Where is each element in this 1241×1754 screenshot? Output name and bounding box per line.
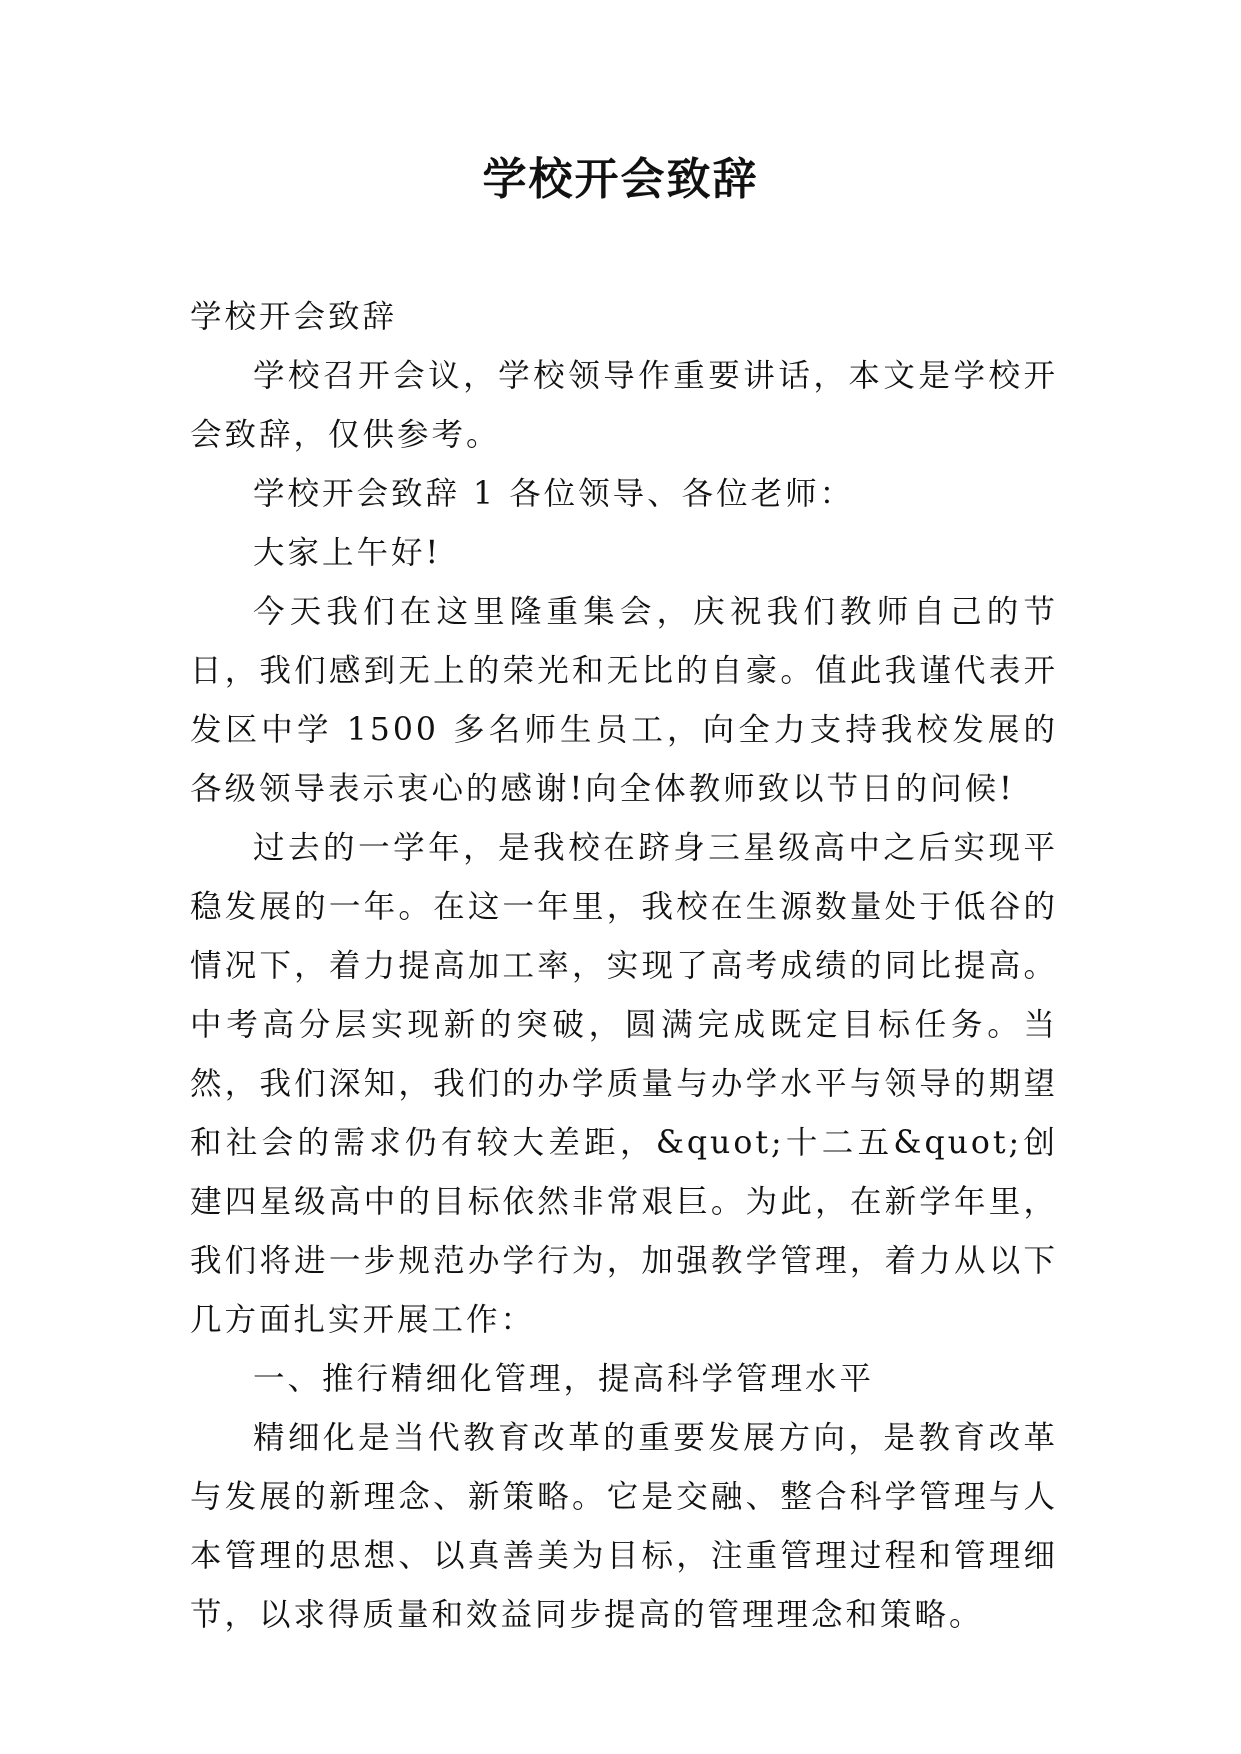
paragraph-greeting: 大家上午好!	[253, 535, 442, 571]
paragraph-review: 过去的一学年，是我校在跻身三星级高中之后实现平稳发展的一年。在这一年里，我校在生源数量处于低谷的情况下，着力提高加工率，实现了高考成绩的同比提高。中考高分层实现新的突破，圆满完成既定目标任务。当然，我们深知，我们的办学质量与办学水平与领导的期望和社会的需求仍有较大差距，&quot;十二五&quot;创建四星级高中的目标依然非常艰巨。为此，在新学年里，我们将进一步规范办学行为，加强教学管理，着力从以下几方面扎实开展工作：	[190, 830, 1058, 1338]
paragraph-refinement: 精细化是当代教育改革的重要发展方向，是教育改革与发展的新理念、新策略。它是交融、整合科学管理与人本管理的思想、以真善美为目标，注重管理过程和管理细节，以求得质量和效益同步提高的管理理念和策略。	[190, 1420, 1058, 1633]
paragraph-intro: 学校召开会议，学校领导作重要讲话，本文是学校开会致辞，仅供参考。	[190, 358, 1058, 453]
paragraph-heading: 学校开会致辞	[190, 299, 398, 335]
paragraph-salutation: 学校开会致辞 1 各位领导、各位老师：	[253, 476, 855, 512]
document-body	[190, 288, 1058, 1645]
paragraph-section-heading: 一、推行精细化管理，提高科学管理水平	[253, 1361, 875, 1397]
paragraph-celebration: 今天我们在这里隆重集会，庆祝我们教师自己的节日，我们感到无上的荣光和无比的自豪。值此我谨代表开发区中学 1500 多名师生员工，向全力支持我校发展的各级领导表示衷心的感谢!向全体教师致以节日的问候!	[190, 594, 1058, 807]
document-title: 学校开会致辞	[482, 154, 759, 205]
